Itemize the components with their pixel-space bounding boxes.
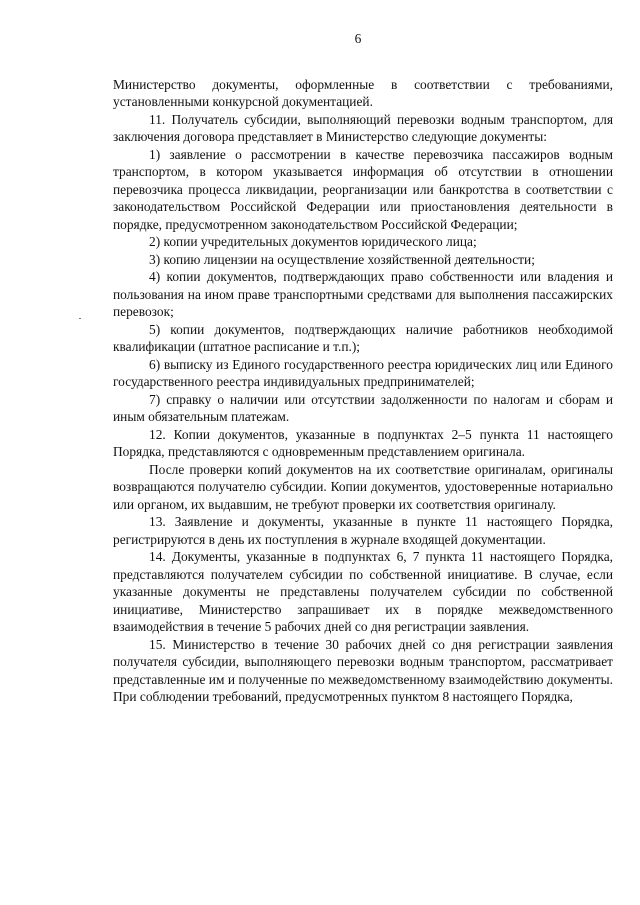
paragraph-item-12-continued: После проверки копий документов на их соответствие оригиналам, оригиналы возвращаются получателю субсидии. Копии документов, удостоверенные нотариально или органом, их выдавшим, не требуют проверки их соответствия оригиналу. — [113, 461, 613, 512]
paragraph-item-14: 14. Документы, указанные в подпунктах 6, 7 пункта 11 настоящего Порядка, представляются получателем субсидии по собственной инициативе. В случае, если указанные документы не представлены получателем субсидии по собственной инициативе, Министерство запрашивает их в порядке межведомственного взаимодействия в течение 5 рабочих дней со дня регистрации заявления. — [113, 549, 613, 634]
paragraph-continuation: Министерство документы, оформленные в соответствии с требованиями, установленными конкурсной документацией. — [113, 76, 613, 109]
list-item-4: 4) копии документов, подтверждающих право собственности или владения и пользования на ином праве транспортными средствами для выполнения пассажирских перевозок; — [113, 269, 613, 319]
list-item-7: 7) справку о наличии или отсутствии задолженности по налогам и сборам и иным обязательным платежам. — [113, 391, 613, 424]
scan-speck — [79, 318, 81, 319]
list-item-6: 6) выписку из Единого государственного реестра юридических лиц или Единого государственного реестра индивидуальных предпринимателей; — [113, 356, 613, 389]
paragraph-item-12: 12. Копии документов, указанные в подпунктах 2–5 пункта 11 настоящего Порядка, представляются с одновременным представлением оригинала. — [113, 426, 613, 459]
list-item-1: 1) заявление о рассмотрении в качестве перевозчика пассажиров водным транспортом, в котором указывается информация об отсутствии в отношении перевозчика процесса ликвидации, реорганизации или банкротства в соответствии с законодательством Российской Федерации или приостановления деятельности в порядке, предусмотренном законодательством Российской Федерации; — [113, 146, 613, 232]
list-item-5: 5) копии документов, подтверждающих наличие работников необходимой квалификации (штатное расписание и т.п.); — [113, 321, 613, 354]
paragraph-item-13: 13. Заявление и документы, указанные в пункте 11 настоящего Порядка, регистрируются в день их поступления в журнале входящей документации. — [113, 514, 613, 547]
paragraph-item-15: 15. Министерство в течение 30 рабочих дней со дня регистрации заявления получателя субсидии, выполняющего перевозки водным транспортом, рассматривает представленные им и полученные по межведомственному взаимодействию документы. При соблюдении требований, предусмотренных пунктом 8 настоящего Порядка, — [113, 636, 613, 704]
list-item-3: 3) копию лицензии на осуществление хозяйственной деятельности; — [149, 251, 535, 267]
paragraph-item-11: 11. Получатель субсидии, выполняющий перевозки водным транспортом, для заключения договора представляет в Министерство следующие документы: — [113, 111, 613, 144]
page-number: 6 — [354, 31, 362, 46]
list-item-2: 2) копии учредительных документов юридического лица; — [149, 234, 477, 249]
